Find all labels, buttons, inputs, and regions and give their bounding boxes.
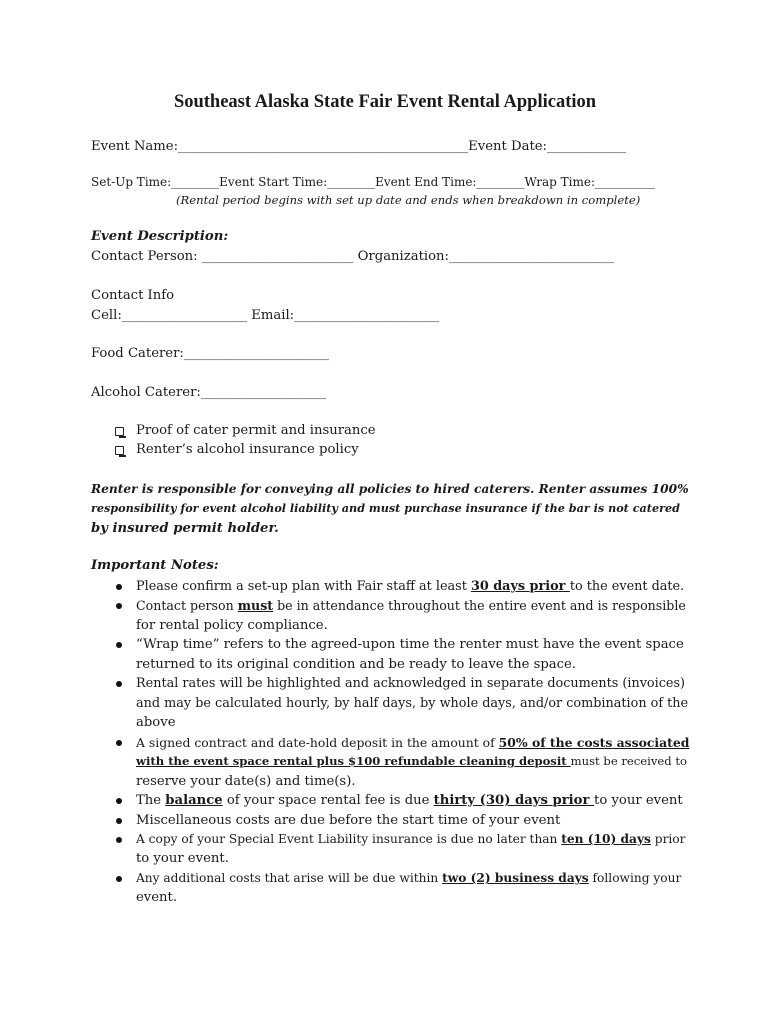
event-description-label: Event Description: — [91, 229, 229, 244]
note-line: for rental policy compliance. — [136, 618, 328, 633]
rental-period-note: (Rental period begins with set up date and ends when breakdown in complete) — [176, 193, 641, 207]
note-line: A signed contract and date-hold deposit in the amount of 50% of the costs associated — [136, 735, 690, 750]
bullet-icon — [116, 818, 122, 824]
important-notes-heading: Important Notes: — [91, 558, 219, 573]
checkbox-icon[interactable] — [115, 427, 124, 436]
note-line: and may be calculated hourly, by half days, by whole days, and/or combination of the — [136, 696, 689, 711]
note-line: reserve your date(s) and time(s). — [136, 774, 356, 789]
note-line: Miscellaneous costs are due before the start time of your event — [136, 813, 561, 828]
warning-line: Renter is responsible for conveying all policies to hired caterers. Renter assumes 100% — [91, 482, 689, 496]
note-line: The balance of your space rental fee is due thirty (30) days prior to your event — [136, 793, 683, 808]
page-title: Southeast Alaska State Fair Event Rental Application — [173, 92, 597, 112]
cell-email-line: Cell:___________________ Email:______________________ — [91, 308, 440, 323]
note-line: to your event. — [136, 851, 229, 866]
bullet-icon — [116, 798, 122, 804]
food-caterer-line: Food Caterer:______________________ — [91, 346, 329, 361]
note-line: returned to its original condition and be ready to leave the space. — [136, 657, 577, 672]
bullet-icon — [116, 603, 122, 609]
bullet-icon — [116, 584, 122, 590]
bullet-icon — [116, 681, 122, 687]
warning-line: by insured permit holder. — [91, 521, 279, 536]
note-line: Please confirm a set-up plan with Fair staff at least 30 days prior to the event date. — [136, 579, 685, 594]
bullet-icon — [116, 837, 122, 843]
checklist-item: Proof of cater permit and insurance — [136, 423, 376, 438]
note-line: above — [136, 715, 176, 730]
note-line: Contact person must be in attendance throughout the entire event and is responsible — [136, 598, 686, 613]
note-line: A copy of your Special Event Liability insurance is due no later than ten (10) days prior — [136, 832, 686, 846]
alcohol-caterer-line: Alcohol Caterer:___________________ — [91, 385, 327, 400]
bullet-icon — [116, 876, 122, 882]
bullet-icon — [116, 642, 122, 648]
note-line: “Wrap time” refers to the agreed-upon time the renter must have the event space — [136, 637, 684, 652]
note-line: Rental rates will be highlighted and acknowledged in separate documents (invoices) — [136, 676, 686, 691]
note-line: Any additional costs that arise will be due within two (2) business days following your — [136, 871, 682, 885]
times-line: Set-Up Time:________Event Start Time:________Event End Time:________Wrap Time:__________ — [91, 175, 656, 189]
contact-organization-line: Contact Person: _______________________ Organization:_________________________ — [91, 249, 614, 264]
checkbox-icon[interactable] — [115, 446, 124, 455]
note-line: event. — [136, 890, 178, 905]
bullet-icon — [116, 740, 122, 746]
event-name-date-line: Event Name:____________________________________________Event Date:____________ — [91, 139, 627, 154]
note-line: with the event space rental plus $100 refundable cleaning deposit must be received to — [136, 754, 687, 768]
warning-line: responsibility for event alcohol liability and must purchase insurance if the bar is not catered — [91, 501, 680, 515]
checklist-item: Renter’s alcohol insurance policy — [136, 442, 359, 457]
contact-info-label: Contact Info — [91, 288, 175, 303]
